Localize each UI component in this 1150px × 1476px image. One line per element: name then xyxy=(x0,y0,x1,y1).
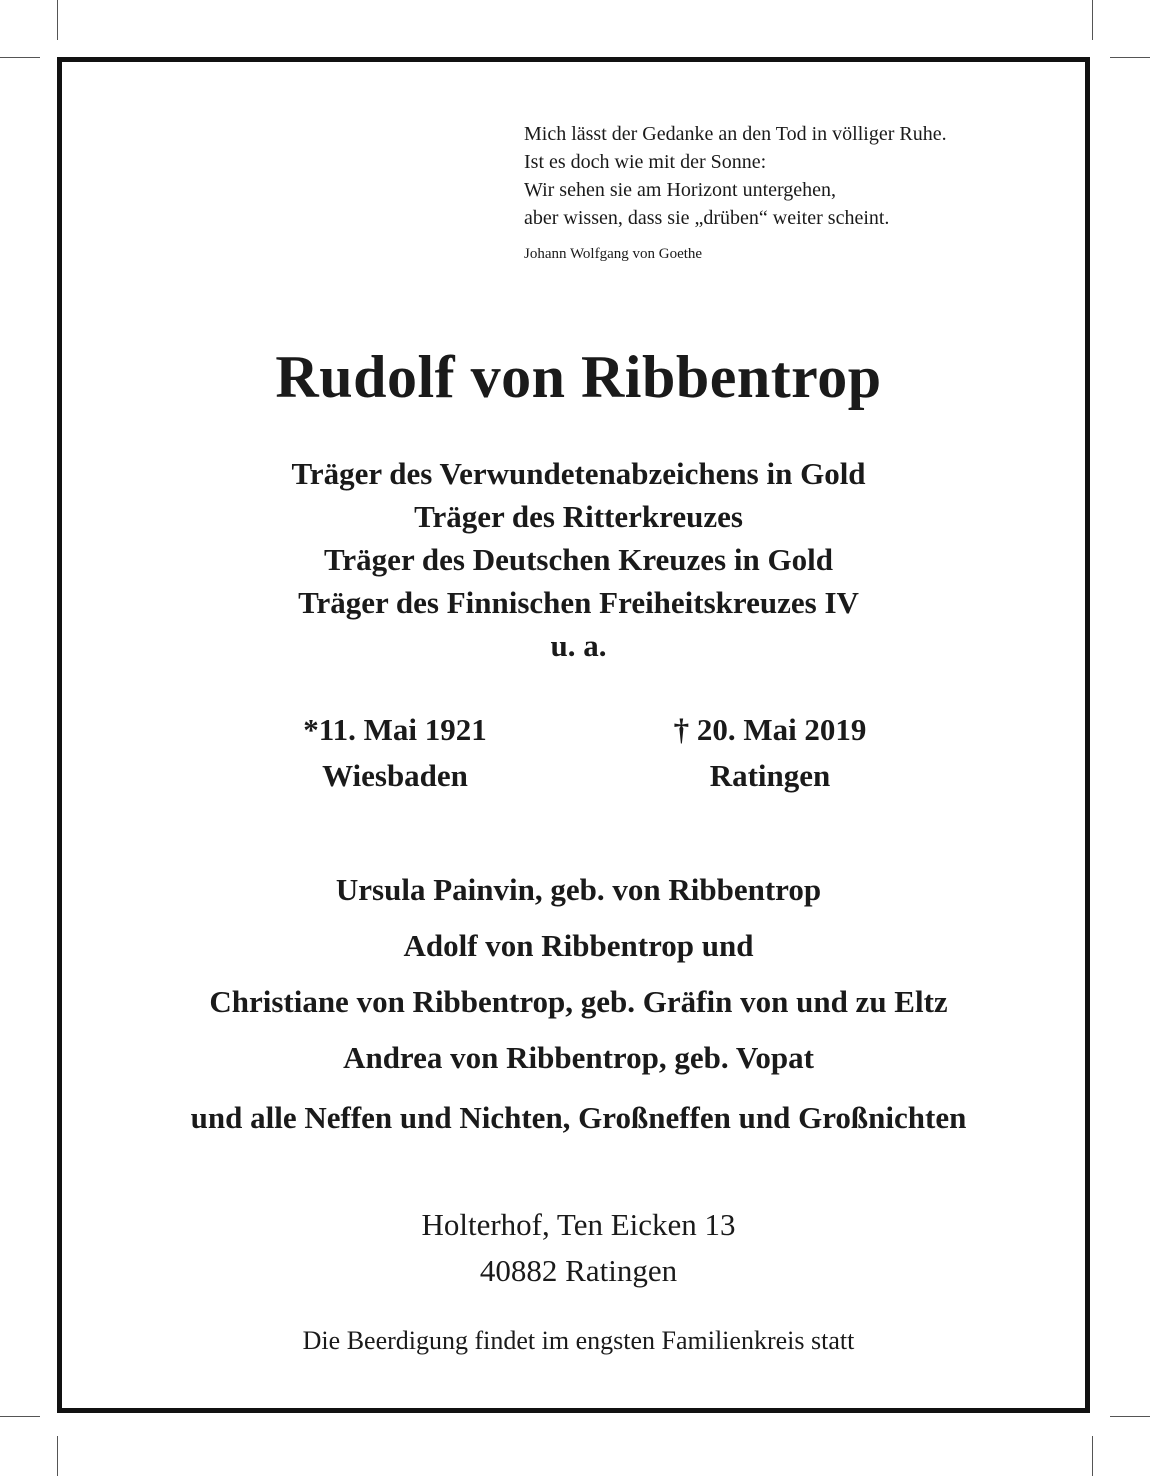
crop-mark-top-right-horizontal xyxy=(1110,57,1150,58)
address-city: 40882 Ratingen xyxy=(479,1253,678,1288)
mourner: Adolf von Ribbentrop und xyxy=(403,928,754,963)
address-street: Holterhof, Ten Eicken 13 xyxy=(421,1207,736,1242)
address-block xyxy=(62,1202,1095,1294)
death-date: † 20. Mai 2019 xyxy=(673,712,867,747)
quote-line: Ist es doch wie mit der Sonne: xyxy=(524,151,767,173)
goethe-quote xyxy=(524,120,1084,268)
quote-line: Wir sehen sie am Horizont untergehen, xyxy=(524,179,837,201)
crop-mark-top-right-vertical xyxy=(1092,0,1093,40)
funeral-note: Die Beerdigung findet im engsten Familienkreis statt xyxy=(302,1326,855,1355)
birth-date: *11. Mai 1921 xyxy=(303,712,487,747)
honor-item: Träger des Verwundetenabzeichens in Gold xyxy=(291,456,866,491)
death-place: Ratingen xyxy=(709,758,831,793)
crop-mark-bottom-right-horizontal xyxy=(1110,1416,1150,1417)
quote-line: Mich lässt der Gedanke an den Tod in völliger Ruhe. xyxy=(524,123,947,145)
honor-item: Träger des Ritterkreuzes xyxy=(414,499,743,534)
crop-mark-bottom-left-vertical xyxy=(57,1436,58,1476)
quote-author: Johann Wolfgang von Goethe xyxy=(524,246,703,262)
crop-mark-bottom-left-horizontal xyxy=(0,1416,40,1417)
honor-item: Träger des Finnischen Freiheitskreuzes IV xyxy=(298,585,859,620)
mourner: Christiane von Ribbentrop, geb. Gräfin von und zu Eltz xyxy=(209,984,948,1019)
birth-place: Wiesbaden xyxy=(322,758,468,793)
honor-item: Träger des Deutschen Kreuzes in Gold xyxy=(324,542,833,577)
deceased-name: Rudolf von Ribbentrop xyxy=(275,344,882,410)
birth-info xyxy=(225,707,565,799)
honor-item: u. a. xyxy=(550,628,607,663)
crop-mark-top-left-vertical xyxy=(57,0,58,40)
quote-line: aber wissen, dass sie „drüben“ weiter scheint. xyxy=(524,207,890,229)
mourner: Ursula Painvin, geb. von Ribbentrop xyxy=(335,872,822,907)
mourner: Andrea von Ribbentrop, geb. Vopat xyxy=(343,1040,814,1075)
mourner: und alle Neffen und Nichten, Großneffen und Großnichten xyxy=(190,1100,967,1135)
obituary-frame xyxy=(57,57,1090,1413)
crop-mark-bottom-right-vertical xyxy=(1092,1436,1093,1476)
honors-list xyxy=(62,452,1095,667)
mourners-list xyxy=(62,862,1095,1146)
crop-mark-top-left-horizontal xyxy=(0,57,40,58)
death-info xyxy=(600,707,940,799)
